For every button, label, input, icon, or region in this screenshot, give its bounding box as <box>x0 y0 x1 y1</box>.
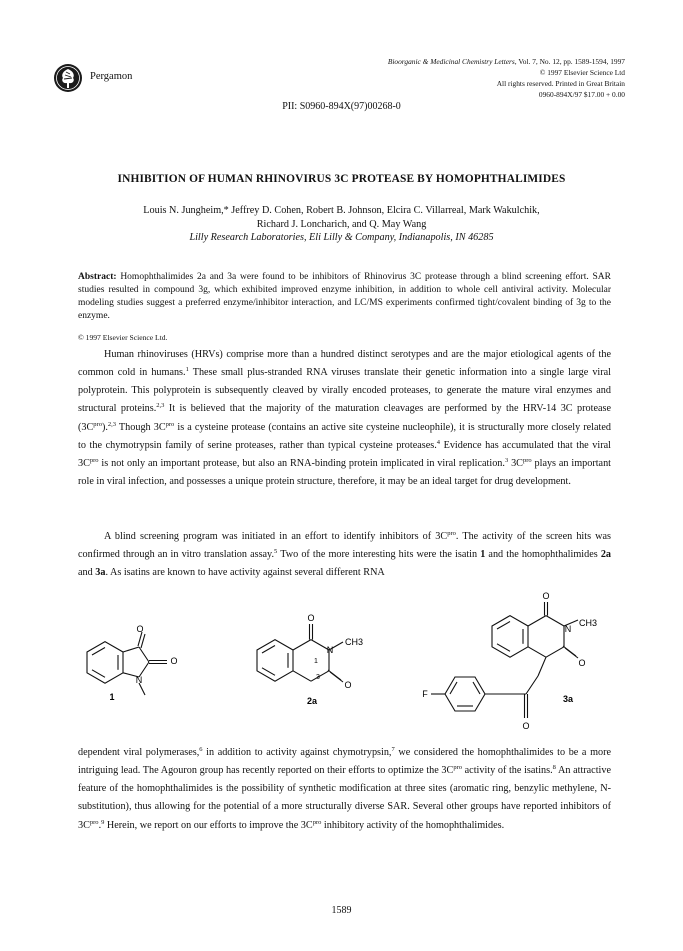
journal-name: Bioorganic & Medicinal Chemistry Letters, <box>387 57 517 66</box>
2a-methyl: CH3 <box>345 637 364 647</box>
3a-fluorine: F <box>422 689 428 699</box>
abstract <box>78 271 611 323</box>
isatin-nitrogen: N <box>135 675 143 685</box>
author-block <box>60 204 623 245</box>
chemical-structures-figure <box>60 588 640 748</box>
2a-position-1: 1 <box>314 658 318 665</box>
authors-line-2: Richard J. Loncharich, and Q. May Wang <box>256 218 427 230</box>
affiliation: Lilly Research Laboratories, Eli Lilly & Company, Indianapolis, IN 46285 <box>189 232 494 244</box>
2a-position-3: 3 <box>316 674 320 681</box>
issn-line: 0960-894X/97 $17.00 + 0.00 <box>538 90 625 99</box>
pii-line: PII: S0960-894X(97)00268-0 <box>282 101 401 112</box>
isatin-oxygen-right: O <box>170 656 178 666</box>
page-number: 1589 <box>331 905 352 916</box>
3a-methyl: CH3 <box>579 618 598 628</box>
authors-line-1: Louis N. Jungheim,* Jeffrey D. Cohen, Robert B. Johnson, Elcira C. Villarreal, Mark Wakulchik, <box>143 205 540 216</box>
2a-nitrogen: N <box>326 645 334 655</box>
body-paragraph-3: dependent viral polymerases,$^6$ in addition to activity against chymotrypsin,$^7$ we considered the homophthalimides to be a more intriguing lead. The Agouron group has recently reported on their efforts to optimize the $3C^{pro}$ activity of the isatins.$^8$ An attractive feature of the homophthalimides is the possibility of synthetic modification at three sites (aromatic ring, benzylic methylene, N-substitution), thus allowing for the potential of a more structurally diverse SAR. Several other groups have reported inhibitors of $3C^{pro}.^9$ Herein, we report on our efforts to improve the $3C^{pro}$ inhibitory activity of the homophthalimides. <box>78 746 612 831</box>
article-title: INHIBITION OF HUMAN RHINOVIRUS 3C PROTEASE BY HOMOPHTHALIMIDES <box>117 173 566 185</box>
abstract-text: Homophthalimides 2a and 3a were found to be inhibitors of Rhinovirus 3C protease through a blind screening effort. SAR studies resulted in compound 3g, which exhibited improved enzyme inhibition, in addition to whole cell antiviral activity. Molecular modeling studies suggest a preferred enzyme/inhibitor interaction, and LC/MS experiments confirmed tight/covalent binding of 3g to the enzyme. <box>78 272 611 321</box>
rights-line: All rights reserved. Printed in Great Britain <box>496 79 625 88</box>
2a-oxygen-top: O <box>307 613 315 623</box>
compound-1-label: 1 <box>109 692 115 702</box>
copyright-header: © 1997 Elsevier Science Ltd <box>539 68 625 77</box>
abstract-label: Abstract: <box>78 272 117 282</box>
3a-oxygen-ketone: O <box>522 721 530 731</box>
homophthalimide-3a-structure <box>431 602 578 718</box>
compound-2a-label: 2a <box>306 696 318 706</box>
elsevier-tree-logo-icon <box>53 63 83 93</box>
3a-oxygen-top: O <box>542 591 550 601</box>
body-paragraph-2: A blind screening program was initiated in an effort to identify inhibitors of $3C^{pro}$. The activity of the screen hits was confirmed through an in vitro translation assay.$^5$ Two of the more interesting hits were the isatin 1 and the homophthalimides 2a and 3a. As isatins are known to have activity against several different RNA <box>78 530 612 579</box>
compound-3a-label: 3a <box>562 694 574 704</box>
body-paragraph-1: Human rhinoviruses (HRVs) comprise more than a hundred distinct serotypes and are the major etiological agents of the common cold in humans.$^1$ These small plus-stranded RNA viruses translate their genetic information into a single large viral polyprotein. This polyprotein is subsequently cleaved by virally encoded proteases, to generate the mature viral enzymes and structural proteins.$^{2,3}$ It is believed that the majority of the maturation cleavages are performed by the HRV-14 3C protease $(3C^{pro}).^{2,3}$ Though $3C^{pro}$ is a cysteine protease (contains an active site cysteine nucleophile), it is structurally more closely related to the chymotrypsin family of serine proteases, rather than typical cysteine proteases.$^4$ Evidence has accumulated that the viral $3C^{pro}$ is not only an important protease, but also an RNA-binding protein implicated in viral replication.$^3$ $3C^{pro}$ plays an important role in viral infection, and possesses a unique protein structure, therefore, it may be an ideal target for drug development. <box>78 349 611 488</box>
abstract-copyright: © 1997 Elsevier Science Ltd. <box>78 333 168 342</box>
publisher-name: Pergamon <box>90 71 133 82</box>
2a-oxygen-bottom: O <box>344 680 352 690</box>
isatin-oxygen-top: O <box>136 624 144 634</box>
isatin-structure <box>87 632 167 695</box>
journal-citation <box>388 57 625 68</box>
3a-oxygen-ring: O <box>578 658 586 668</box>
3a-nitrogen: N <box>564 624 572 634</box>
journal-volume: Vol. 7, No. 12, pp. 1589-1594, 1997 <box>516 57 625 66</box>
